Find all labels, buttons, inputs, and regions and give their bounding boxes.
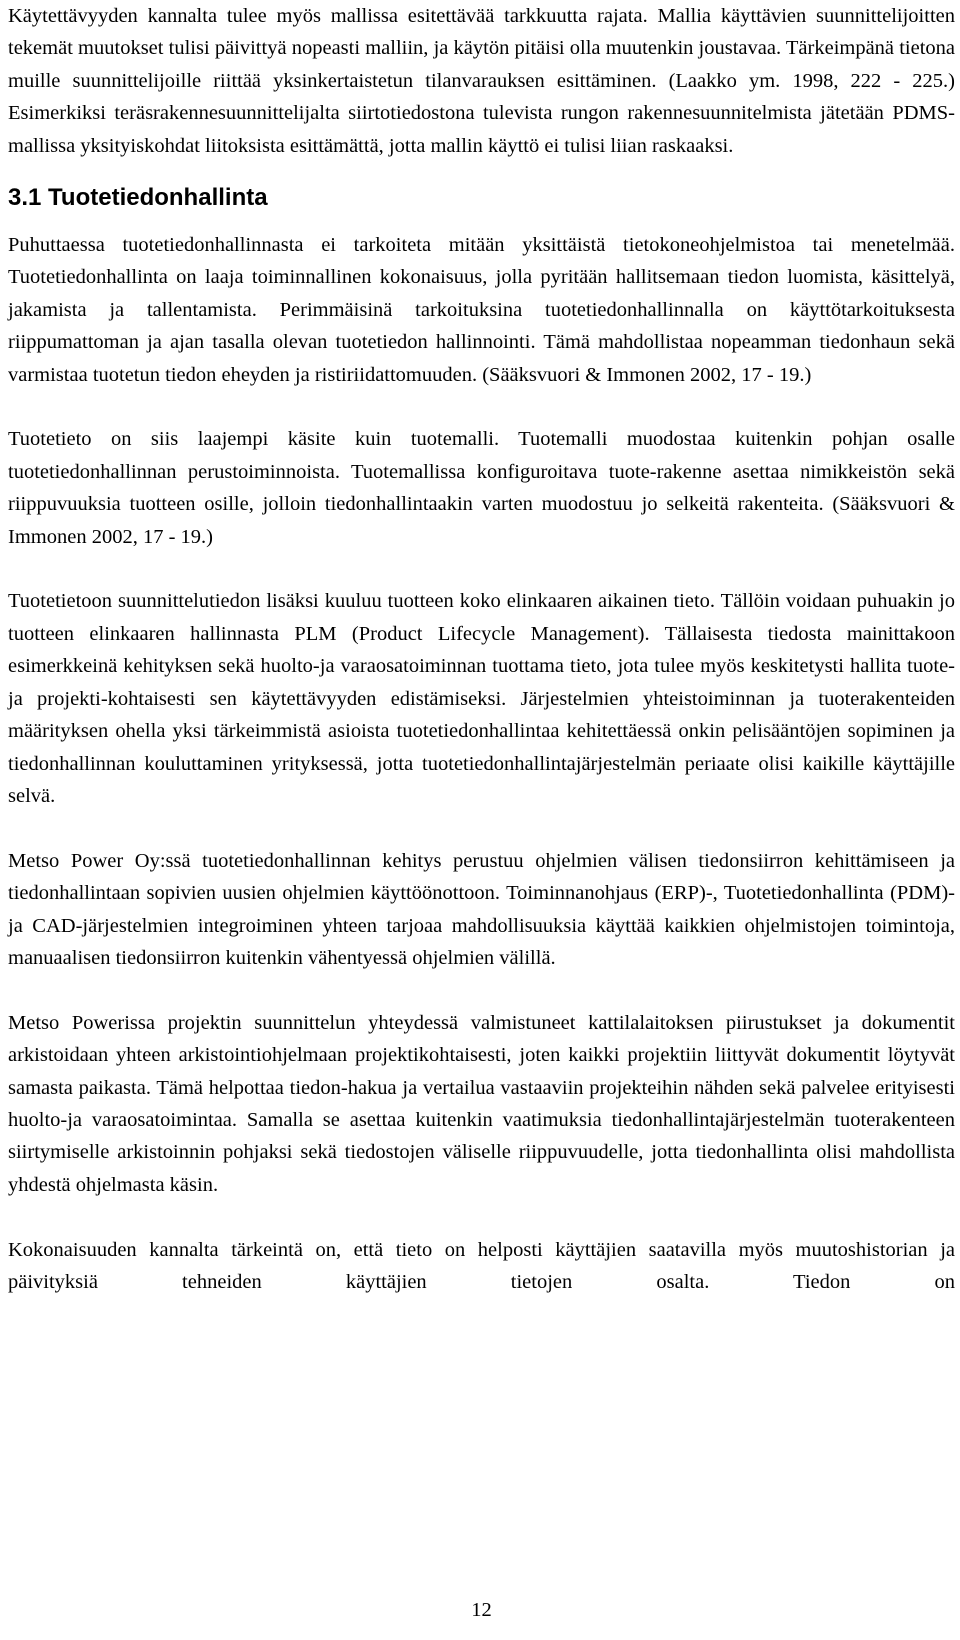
- intro-paragraph: Käytettävyyden kannalta tulee myös mallissa esitettävää tarkkuutta rajata. Mallia käyttävien suunnittelijoitten tekemät muutokset tulisi päivittyä nopeasti malliin, ja käytön pitäisi olla muutenkin joustavaa. Tärkeimpänä tietona muille suunnittelijoille riittää yksinkertaistetun tilanvarauksen esittäminen. (Laakko ym. 1998, 222 - 225.) Esimerkiksi teräsrakennesuunnittelijalta siirtotiedostona tulevista rungon rakennesuunnitelmista jätetään PDMS-mallissa yksityiskohdat liitoksista esittämättä, jotta mallin käyttö ei tulisi liian raskaaksi.: [8, 5, 955, 157]
- page-number: 12: [471, 1599, 492, 1621]
- body-paragraph: Metso Powerissa projektin suunnittelun yhteydessä valmistuneet kattilalaitoksen piirustukset ja dokumentit arkistoidaan yhteen arkistointiohjelmaan projektikohtaisesti, joten kaikki projektiin liittyvät dokumentit löytyvät samasta paikasta. Tämä helpottaa tiedon-hakua ja vertailua vastaaviin projekteihin nähden sekä palvelee erityisesti huolto-ja varaosatoimintaa. Samalla se asettaa kuitenkin vaatimuksia tiedonhallintajärjestelmän tuoterakenteen siirtymiselle arkistoinnin pohjaksi sekä tiedostojen väliselle riippuvuudelle, jotta tiedonhallinta olisi mahdollista yhdestä ohjelmasta käsin.: [8, 1011, 955, 1196]
- body-paragraph: Tuotetieto on siis laajempi käsite kuin tuotemalli. Tuotemalli muodostaa kuitenkin pohjan osalle tuotetiedonhallinnan perustoiminnoista. Tuotemallissa konfiguroitava tuote-rakenne asettaa nimikkeistön sekä riippuvuuksia tuotteen osille, jolloin tiedonhallintaakin varten muodostuu jo selkeitä rakenteita. (Sääksvuori & Immonen 2002, 17 - 19.): [8, 428, 955, 548]
- body-paragraph: Tuotetietoon suunnittelutiedon lisäksi kuuluu tuotteen koko elinkaaren aikainen tieto. Tällöin voidaan puhuakin jo tuotteen elinkaaren hallinnasta PLM (Product Lifecycle Management). Tällaisesta tiedosta mainittakoon esimerkkeinä kehityksen sekä huolto-ja varaosatoiminnan tuottama tieto, jota tulee myös keskitetysti hallita tuote- ja projekti-kohtaisesti sen käytettävyyden edistämiseksi. Järjestelmien yhteistoiminnan ja tuoterakenteiden määrityksen ohella yksi tärkeimmistä asioista tuotetiedonhallintaa kehitettäessä onkin pelisääntöjen sopiminen ja tiedonhallinnan kouluttaminen yrityksessä, jotta tuotetiedonhallintajärjestelmän periaate olisi kaikille käyttäjille selvä.: [8, 590, 955, 807]
- document-page: [8, 0, 955, 1640]
- body-paragraph-continued: Kokonaisuuden kannalta tärkeintä on, että tieto on helposti käyttäjien saatavilla myös muutoshistorian ja päivityksiä tehneiden käyttäjien tietojen osalta. Tiedon on: [8, 1238, 955, 1293]
- body-paragraph: Metso Power Oy:ssä tuotetiedonhallinnan kehitys perustuu ohjelmien välisen tiedonsiirron kehittämiseen ja tiedonhallintaan sopivien uusien ohjelmien käyttöönottoon. Toiminnanohjaus (ERP)-, Tuotetiedonhallinta (PDM)- ja CAD-järjestelmien integroiminen yhteen tarjoaa mahdollisuuksia käyttää kaikkien ohjelmistojen toimintoja, manuaalisen tiedonsiirron kuitenkin vähentyessä ohjelmien välillä.: [8, 849, 955, 969]
- body-paragraph: Puhuttaessa tuotetiedonhallinnasta ei tarkoiteta mitään yksittäistä tietokoneohjelmistoa tai menetelmää. Tuotetiedonhallinta on laaja toiminnallinen kokonaisuus, jolla pyritään hallitsemaan tiedon luomista, käsittelyä, jakamista ja tallentamista. Perimmäisinä tarkoituksina tuotetiedonhallinnalla on käyttötarkoituksesta riippumattoman ja ajan tasalla olevan tuotetiedon hallinnointi. Tämä mahdollistaa nopeamman tiedonhaun sekä varmistaa tuotetun tiedon eheyden ja ristiriidattomuuden. (Sääksvuori & Immonen 2002, 17 - 19.): [8, 234, 955, 386]
- section-heading: 3.1 Tuotetiedonhallinta: [8, 184, 268, 212]
